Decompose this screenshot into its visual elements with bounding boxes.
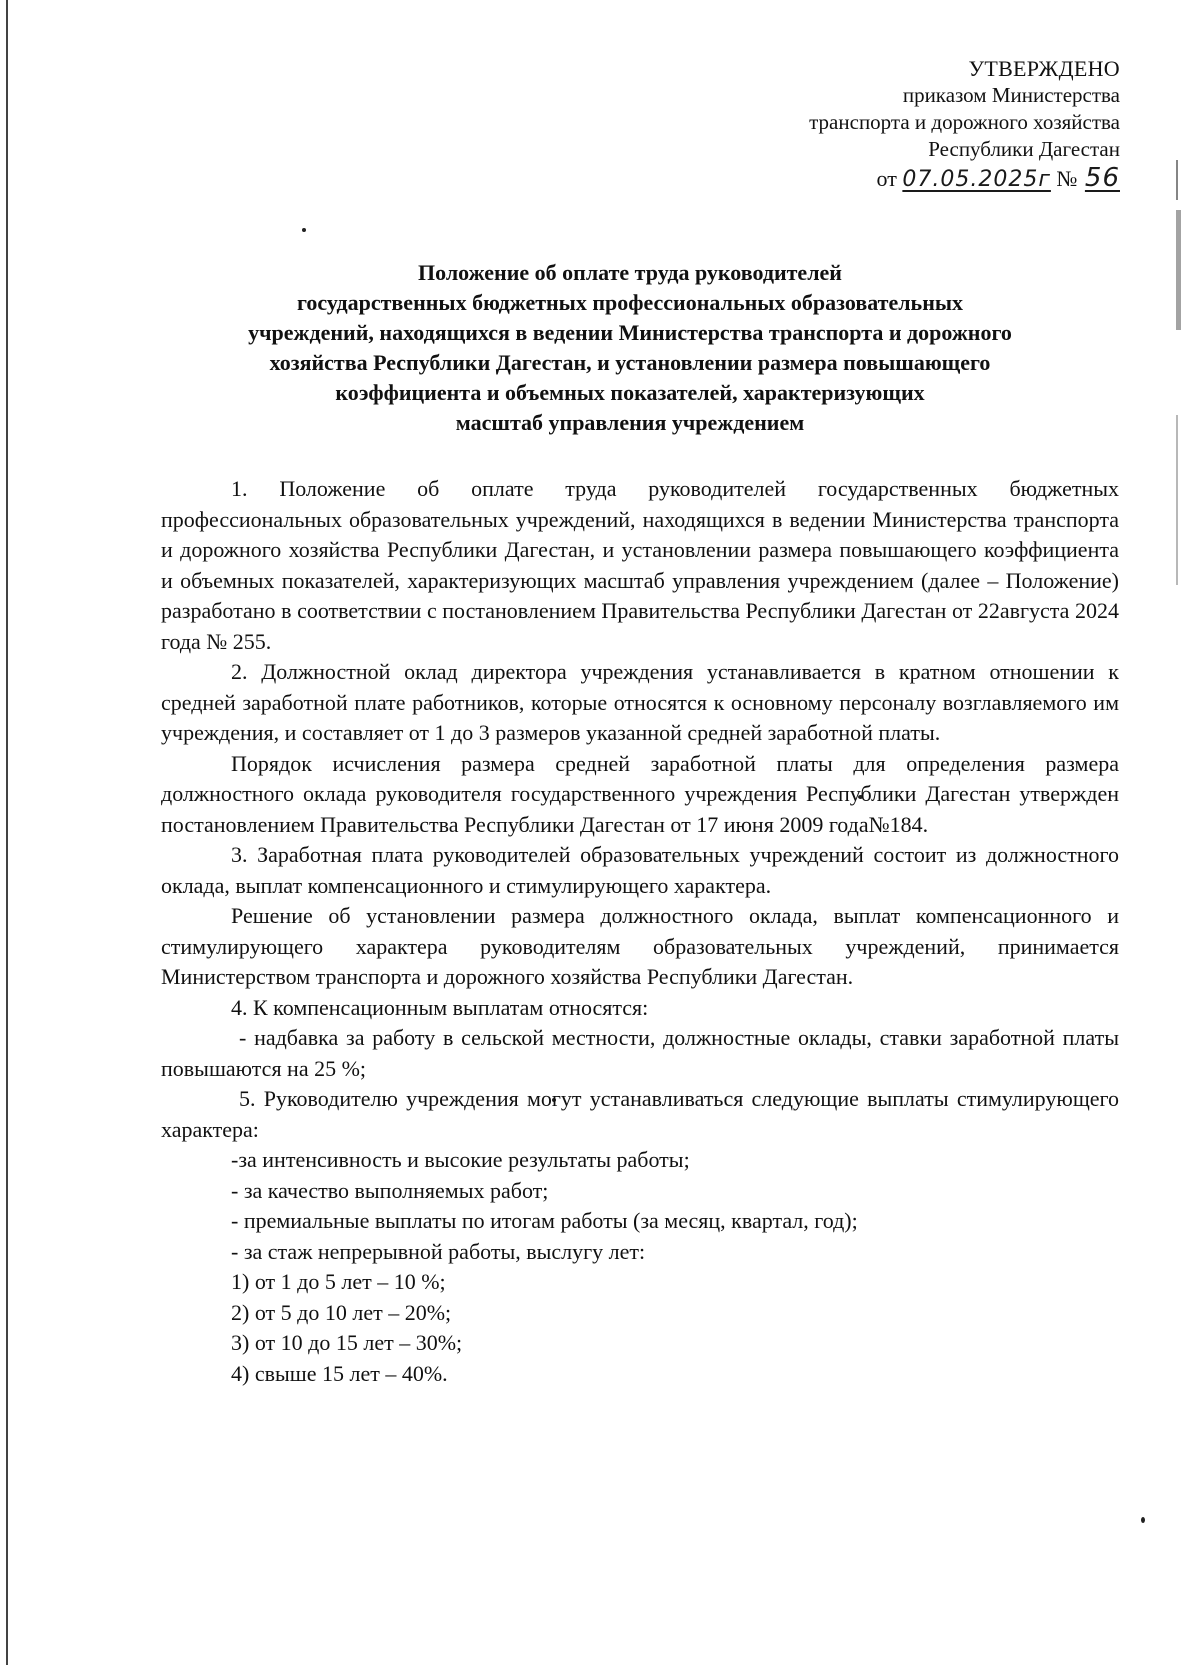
paragraph: - надбавка за работу в сельской местности, должностные оклады, ставки заработной платы повышаются на 25 %; [161, 1025, 1119, 1081]
paragraph: 4. К компенсационным выплатам относятся: [231, 994, 649, 1020]
list-item: - за качество выполняемых работ; [231, 1177, 549, 1203]
heading-line: государственных бюджетных профессиональных образовательных [296, 290, 964, 315]
approval-line: транспорта и дорожного хозяйства [809, 110, 1120, 134]
approval-block [809, 55, 1120, 193]
heading-line: хозяйства Республики Дагестан, и установлении размера повышающего [269, 350, 991, 375]
paragraph: Порядок исчисления размера средней заработной платы для определения размера должностного оклада руководителя государственного учреждения Республики Дагестан утвержден постановлением Правительства Республики Дагестан от 17 июня 2009 года№184. [161, 750, 1119, 837]
document-heading [140, 258, 1120, 438]
scan-speck [302, 228, 306, 232]
scan-speck [1141, 1517, 1145, 1523]
paragraph: 2. Должностной оклад директора учреждения устанавливается в кратном отношении к средней заработной плате работников, которые относятся к основному персоналу возглавляемого им учреждения, и составляет от 1 до 3 размеров указанной средней заработной платы. [161, 659, 1119, 745]
list-item: -за интенсивность и высокие результаты работы; [231, 1147, 690, 1172]
list-item: - за стаж непрерывной работы, выслугу лет: [231, 1238, 646, 1264]
heading-line: масштаб управления учреждением [455, 410, 805, 435]
number-sign: № [1056, 166, 1078, 191]
approval-date-line [809, 165, 1120, 193]
document-body [161, 474, 1119, 1389]
approval-line: Республики Дагестан [928, 137, 1120, 161]
paragraph: 1. Положение об оплате труда руководителей государственных бюджетных профессиональных образовательных учреждений, находящихся в ведении Министерства транспорта и дорожного хозяйства Республики Дагестан, и установлении размера повышающего коэффициента и объемных показателей, характеризующих масштаб управления учреждением (далее – Положение) разработано в соответствии с постановлением Правительства Республики Дагестан от 22августа 2024 года № 255. [161, 476, 1119, 654]
heading-line: коэффициента и объемных показателей, характеризующих [335, 380, 925, 405]
scan-right-mark [1176, 160, 1178, 200]
list-item: 4) свыше 15 лет – 40%. [231, 1360, 448, 1386]
paragraph: 3. Заработная плата руководителей образовательных учреждений состоит из должностного оклада, выплат компенсационного и стимулирующего характера. [161, 842, 1119, 898]
list-item: 1) от 1 до 5 лет – 10 %; [231, 1269, 446, 1294]
list-item: - премиальные выплаты по итогам работы (за месяц, квартал, год); [231, 1208, 858, 1233]
scan-left-edge [6, 0, 8, 1665]
paragraph: Решение об установлении размера должностного оклада, выплат компенсационного и стимулирующего характера руководителям образовательных учреждений, принимается Министерством транспорта и дорожного хозяйства Республики Дагестан. [161, 903, 1119, 989]
heading-line: Положение об оплате труда руководителей [418, 260, 842, 285]
paragraph: 5. Руководителю учреждения могут устанавливаться следующие выплаты стимулирующего характера: [161, 1086, 1119, 1142]
handwritten-number: 56 [1084, 163, 1120, 193]
approval-line: приказом Министерства [902, 83, 1120, 107]
scan-right-mark [1176, 415, 1178, 585]
scan-right-mark [1176, 210, 1181, 330]
list-item: 2) от 5 до 10 лет – 20%; [231, 1299, 452, 1325]
date-prefix: от [876, 166, 897, 191]
handwritten-date: 07.05.2025г [902, 167, 1051, 192]
heading-line: учреждений, находящихся в ведении Министерства транспорта и дорожного [248, 320, 1012, 345]
list-item: 3) от 10 до 15 лет – 30%; [231, 1330, 463, 1355]
approval-title: УТВЕРЖДЕНО [968, 56, 1120, 81]
